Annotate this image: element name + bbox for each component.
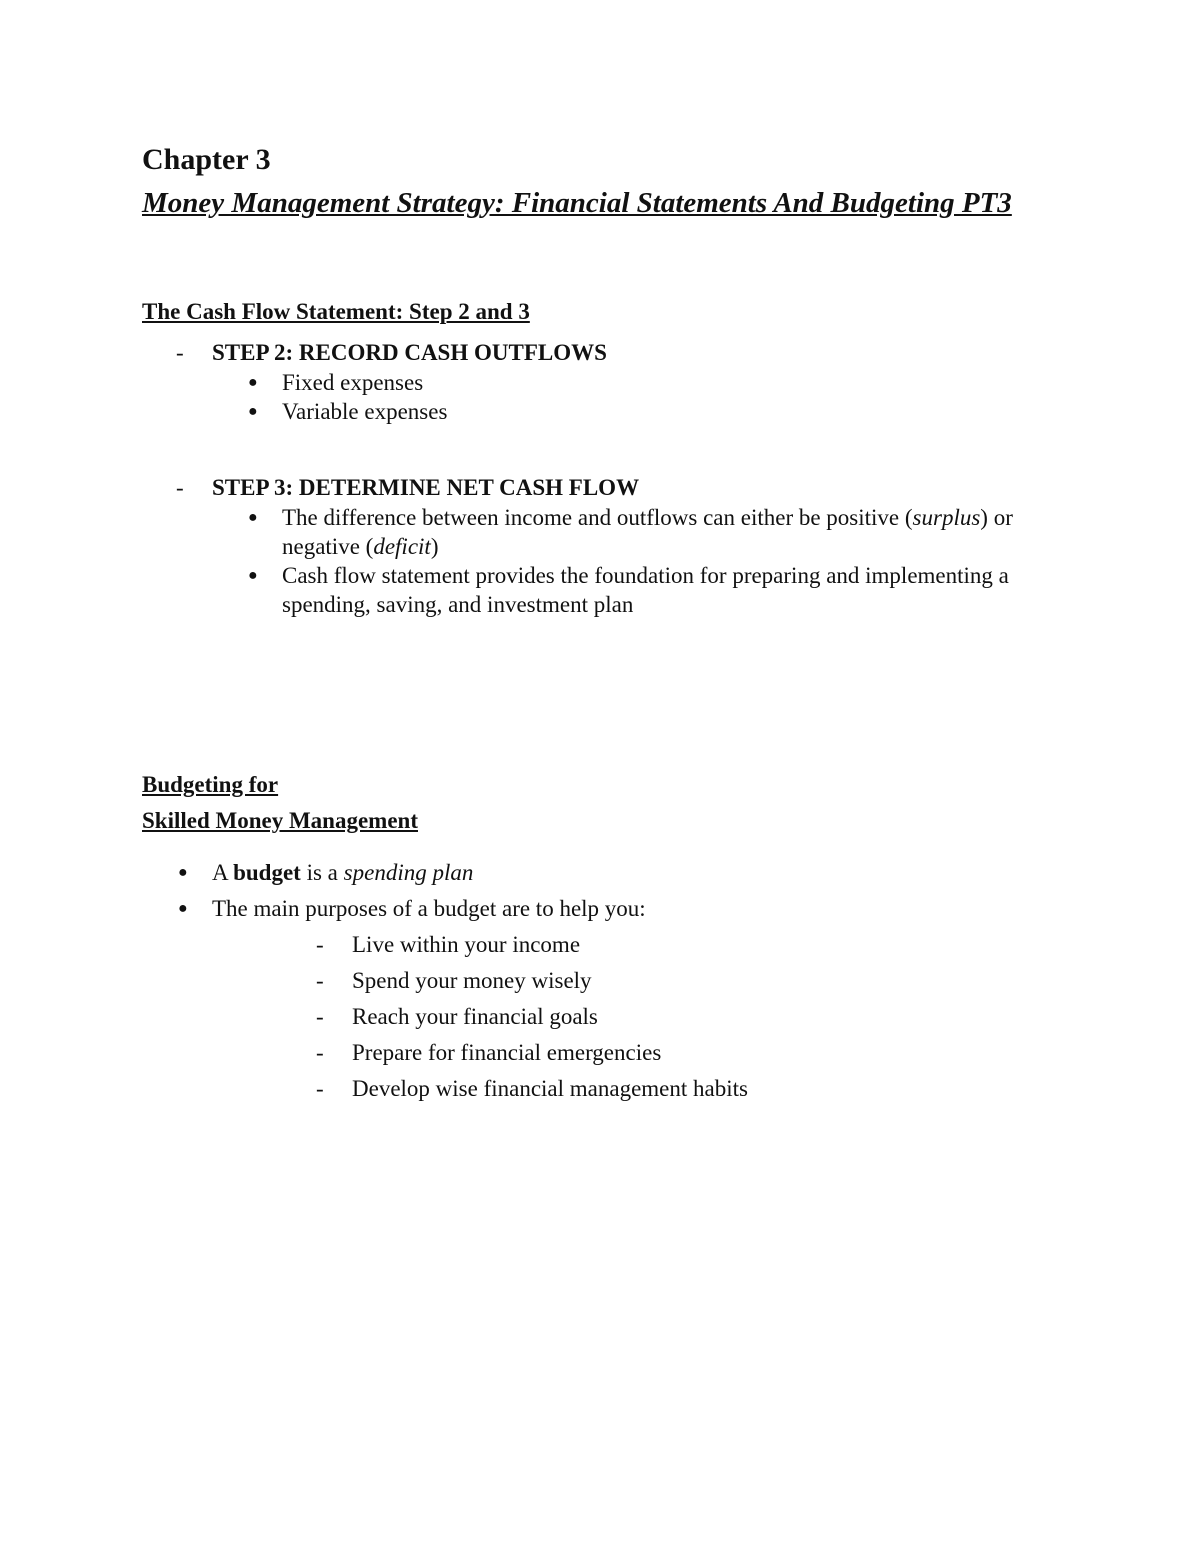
- list-item-text: Fixed expenses: [282, 370, 424, 395]
- list-item: [142, 368, 1042, 397]
- dash-marker: -: [316, 932, 324, 957]
- list-item-text: The main purposes of a budget are to help you:: [212, 896, 646, 921]
- list-item: [142, 891, 1042, 1107]
- dash-marker: -: [316, 968, 324, 993]
- purpose-text: Reach your financial goals: [352, 1004, 598, 1029]
- bullet-icon: ●: [248, 403, 258, 420]
- list-item: [142, 561, 1042, 619]
- step2-list: [142, 368, 1042, 426]
- budget-def-mid: is a: [300, 860, 344, 885]
- dash-marker: -: [316, 1076, 324, 1101]
- dash-marker: -: [316, 1004, 324, 1029]
- surplus-term: surplus: [912, 505, 981, 530]
- net-flow-text-post: ): [430, 534, 439, 559]
- budget-def-pre: A: [212, 860, 234, 885]
- dash-marker: -: [316, 1040, 324, 1065]
- list-item: [142, 855, 1042, 891]
- spending-plan-term: spending plan: [343, 860, 474, 885]
- step3-list: [142, 503, 1042, 619]
- list-item-text: Variable expenses: [282, 399, 448, 424]
- purpose-item: [212, 1035, 1042, 1071]
- chapter-label: Chapter 3: [142, 143, 271, 176]
- budget-term: budget: [233, 860, 301, 885]
- net-flow-text-pre: The difference between income and outflows can either be positive (: [282, 505, 913, 530]
- list-item: [142, 503, 1042, 561]
- purpose-text: Prepare for financial emergencies: [352, 1040, 662, 1065]
- budget-list: [142, 855, 1042, 1107]
- step3-label: STEP 3: DETERMINE NET CASH FLOW: [212, 475, 640, 500]
- step2-block: [142, 338, 1042, 426]
- document-title: Money Management Strategy: Financial Statements And Budgeting PT3: [142, 187, 1012, 219]
- purpose-text: Live within your income: [352, 932, 581, 957]
- step2-dash: -: [176, 340, 184, 365]
- document-page: [142, 140, 1042, 1107]
- purpose-item: [212, 999, 1042, 1035]
- list-item: [142, 397, 1042, 426]
- bullet-icon: ●: [248, 374, 258, 391]
- purpose-item: [212, 1071, 1042, 1107]
- deficit-term: deficit: [373, 534, 431, 559]
- step2-label: STEP 2: RECORD CASH OUTFLOWS: [212, 340, 607, 365]
- purpose-text: Develop wise financial management habits: [352, 1076, 748, 1101]
- bullet-icon: ●: [248, 567, 258, 584]
- purpose-item: [212, 927, 1042, 963]
- net-flow-text-mid: ) or negative (: [282, 505, 1013, 559]
- purpose-item: [212, 963, 1042, 999]
- step2-title: [142, 338, 1042, 368]
- purpose-text: Spend your money wisely: [352, 968, 592, 993]
- cash-flow-heading: The Cash Flow Statement: Step 2 and 3: [142, 299, 530, 324]
- budgeting-heading-line1: Budgeting for: [142, 772, 279, 797]
- step3-dash: -: [176, 475, 184, 500]
- budgeting-heading-line2: Skilled Money Management: [142, 808, 418, 833]
- bullet-icon: ●: [248, 509, 258, 526]
- step3-block: [142, 473, 1042, 619]
- step3-title: [142, 473, 1042, 503]
- bullet-icon: ●: [178, 900, 188, 917]
- bullet-icon: ●: [178, 864, 188, 881]
- purpose-list: [212, 927, 1042, 1107]
- list-item-text: Cash flow statement provides the foundation for preparing and implementing a spending, saving, and investment plan: [282, 563, 1009, 617]
